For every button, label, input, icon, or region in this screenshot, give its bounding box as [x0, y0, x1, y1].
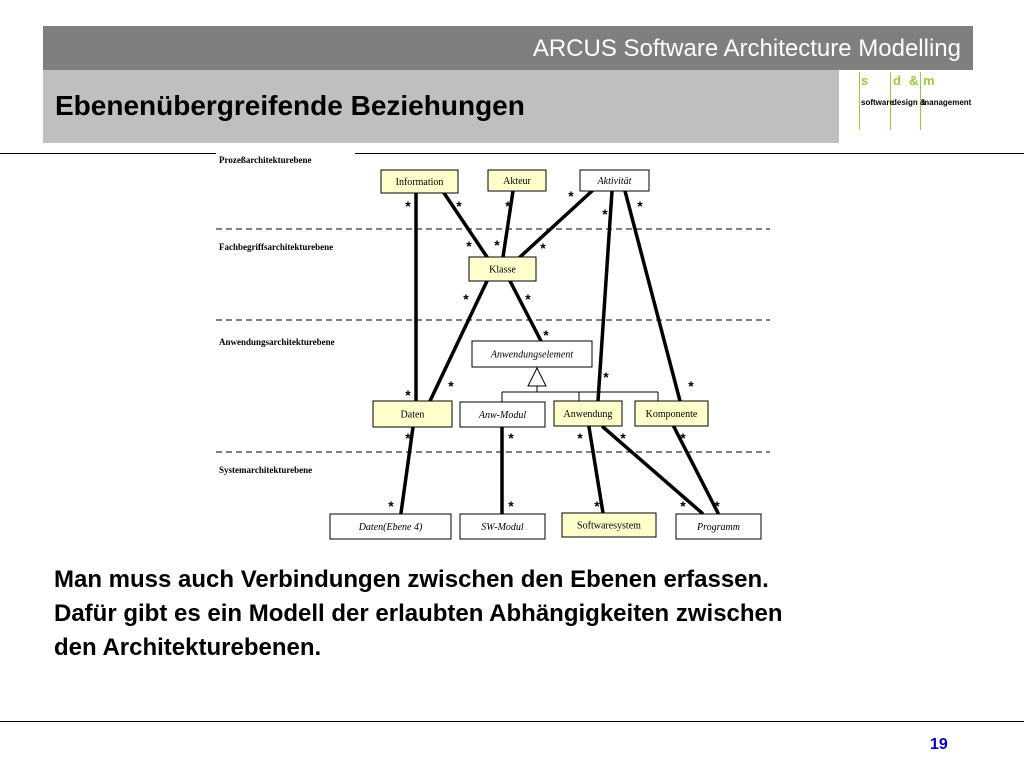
- multiplicity-star: *: [540, 240, 546, 256]
- multiplicity-star: *: [466, 238, 472, 254]
- header-bar: [43, 26, 973, 70]
- logo-word: software: [861, 98, 894, 107]
- multiplicity-star: *: [505, 198, 511, 214]
- multiplicity-star: *: [543, 327, 549, 343]
- node-label: Anwendung: [563, 409, 613, 420]
- generalization-arrow: [528, 368, 546, 386]
- multiplicity-star: *: [388, 498, 394, 514]
- logo-letter: m: [923, 73, 935, 88]
- node-label: SW-Modul: [481, 522, 524, 533]
- multiplicity-star: *: [463, 291, 469, 307]
- node-layer: [330, 170, 761, 539]
- node-anw-modul: [460, 402, 545, 427]
- assoc-klasse-anwendungselement: [510, 281, 541, 341]
- node-anwendungselement: [472, 341, 592, 367]
- multiplicity-star: *: [568, 188, 574, 204]
- node-klasse: [469, 257, 536, 281]
- multiplicity-star: *: [405, 430, 411, 446]
- multiplicity-star: *: [637, 198, 643, 214]
- bottom-rule: [0, 721, 1024, 722]
- node-label: Aktivität: [597, 176, 632, 187]
- node-label: Anwendungselement: [490, 349, 574, 361]
- multiplicity-star: *: [594, 498, 600, 514]
- body-line: den Architekturebenen.: [54, 634, 322, 661]
- multiplicity-star: *: [680, 498, 686, 514]
- node-daten: [373, 401, 452, 427]
- node-akteur: [488, 170, 546, 191]
- node-anwendung: [554, 401, 622, 426]
- node-programm: [676, 514, 761, 539]
- node-daten-ebene4: [330, 514, 451, 539]
- logo-letters: [853, 72, 973, 90]
- level-label-anwendung: Anwendungsarchitekturebene: [219, 337, 335, 347]
- logo-letter: d: [893, 73, 901, 88]
- level-label-prozess: Prozeßarchitekturebene: [219, 155, 312, 165]
- node-label: Komponente: [645, 409, 698, 420]
- multiplicity-star: *: [602, 206, 608, 222]
- node-information: [381, 170, 458, 193]
- multiplicity-star: *: [508, 498, 514, 514]
- page-number: 19: [930, 736, 948, 753]
- assoc-aktivitaet-klasse: [520, 191, 592, 257]
- node-label: Anw-Modul: [478, 410, 527, 421]
- multiplicity-star: *: [714, 498, 720, 514]
- level-label-system: Systemarchitekturebene: [219, 465, 313, 475]
- multiplicity-star: *: [525, 291, 531, 307]
- node-softwaresystem: [562, 513, 656, 537]
- node-label: Softwaresystem: [577, 520, 641, 532]
- architecture-diagram: [0, 150, 1024, 550]
- logo-letter: &: [909, 73, 919, 88]
- node-sw-modul: [460, 514, 545, 539]
- multiplicity-star: *: [680, 430, 686, 446]
- node-label: Klasse: [489, 264, 516, 276]
- node-label: Akteur: [503, 176, 531, 187]
- multiplicity-star: *: [620, 430, 626, 446]
- level-label-fach: Fachbegriffsarchitekturebene: [219, 242, 334, 252]
- multiplicity-star: *: [508, 430, 514, 446]
- multiplicity-star: *: [456, 198, 462, 214]
- node-label: Information: [395, 177, 444, 188]
- body-line: Dafür gibt es ein Modell der erlaubten Abhängigkeiten zwischen: [54, 600, 783, 627]
- multiplicity-star: *: [405, 387, 411, 403]
- sdm-logo: [853, 72, 973, 132]
- multiplicity-star: *: [688, 378, 694, 394]
- node-label: Programm: [697, 522, 740, 533]
- body-text: [54, 563, 974, 665]
- assoc-aktivitaet-komponente: [625, 191, 680, 401]
- multiplicity-star: *: [577, 430, 583, 446]
- node-komponente: [635, 401, 708, 426]
- multiplicity-star: *: [405, 198, 411, 214]
- logo-word: management: [922, 98, 972, 107]
- logo-letter: s: [861, 73, 869, 88]
- logo-line: [859, 72, 860, 130]
- body-line: Man muss auch Verbindungen zwischen den Ebenen erfassen.: [54, 566, 769, 593]
- logo-word: design &: [892, 98, 926, 107]
- course-title: ARCUS Software Architecture Modelling: [532, 35, 961, 62]
- node-label: Daten(Ebene 4): [358, 522, 423, 533]
- slide-title: Ebenenübergreifende Beziehungen: [55, 90, 525, 121]
- multiplicity-star: *: [448, 378, 454, 394]
- multiplicity-star: *: [603, 369, 609, 385]
- node-label: Daten: [400, 409, 425, 421]
- assoc-anwendung-programm: [603, 427, 702, 513]
- node-aktivitaet: [580, 170, 649, 191]
- title-bar: [43, 70, 839, 143]
- multiplicity-star: *: [494, 237, 500, 253]
